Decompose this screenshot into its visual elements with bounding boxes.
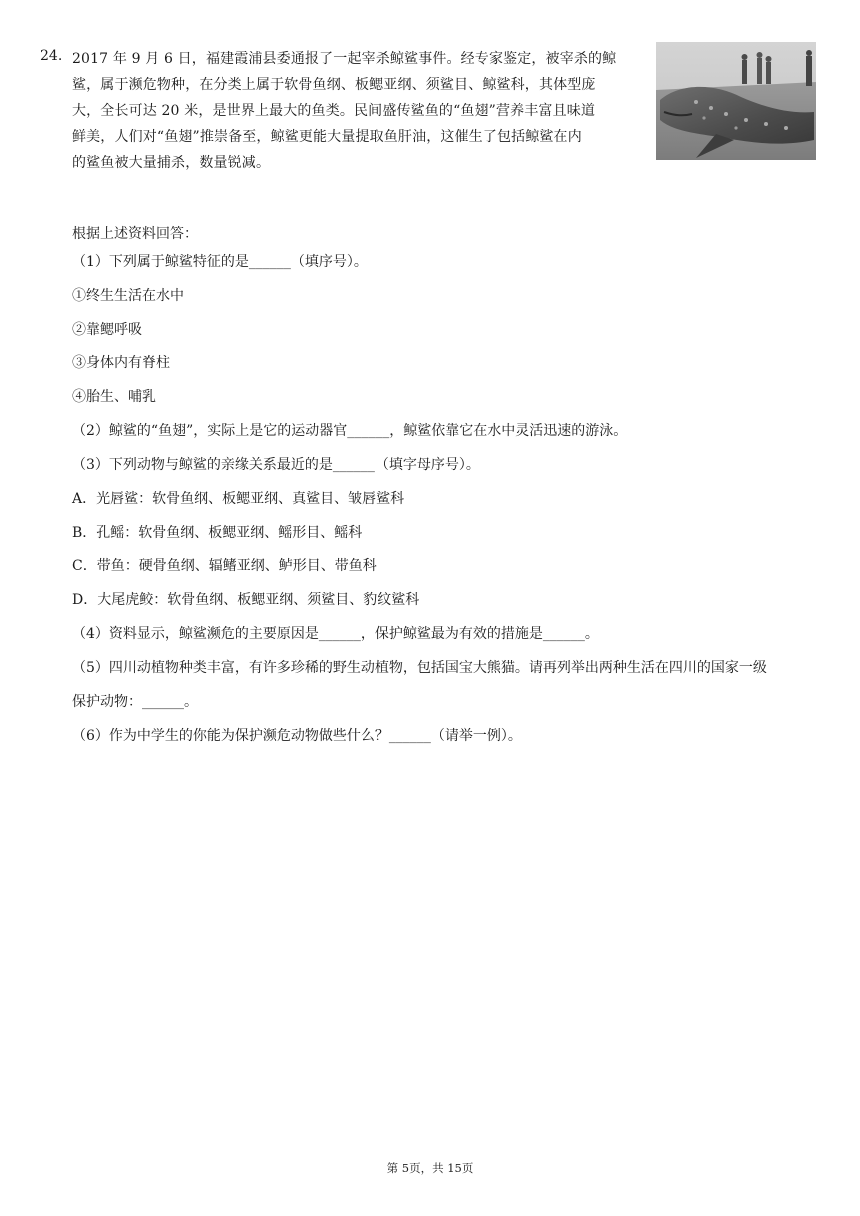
sub-question-1: （1）下列属于鲸鲨特征的是______（填序号）。	[72, 254, 368, 270]
question-number: 24.	[40, 48, 63, 64]
sub-question-6: （6）作为中学生的你能为保护濒危动物做些什么？______（请举一例）。	[72, 728, 522, 744]
option-b: B．孔鳐：软骨鱼纲、板鳃亚纲、鳐形目、鳐科	[72, 525, 363, 541]
option-d: D．大尾虎鲛：软骨鱼纲、板鳃亚纲、须鲨目、豹纹鲨科	[72, 592, 420, 608]
passage-line: 的鲨鱼被大量捕杀，数量锐减。	[72, 155, 271, 171]
option-1: ①终生生活在水中	[72, 288, 184, 304]
passage-line: 鲨，属于濒危物种，在分类上属于软骨鱼纲、板鳃亚纲、须鲨目、鲸鲨科，其体型庞	[72, 77, 596, 93]
option-a: A．光唇鲨：软骨鱼纲、板鳃亚纲、真鲨目、皱唇鲨科	[72, 491, 405, 507]
sub-question-2: （2）鲸鲨的“鱼翅”，实际上是它的运动器官______，鲸鲨依靠它在水中灵活迅速的游泳。	[72, 423, 628, 439]
passage-line: 鲜美，人们对“鱼翅”推崇备至，鲸鲨更能大量提取鱼肝油，这催生了包括鲸鲨在内	[72, 129, 582, 145]
option-3: ③身体内有脊柱	[72, 355, 170, 371]
passage-line: 大，全长可达 20 米，是世界上最大的鱼类。民间盛传鲨鱼的“鱼翅”营养丰富且味道	[72, 103, 596, 119]
page-footer: 第 5页，共 15页	[386, 1161, 474, 1175]
sub-question-5-line-1: （5）四川动植物种类丰富，有许多珍稀的野生动植物，包括国宝大熊猫。请再列举出两种生活在四川的国家一级	[72, 660, 767, 676]
sub-question-3: （3）下列动物与鲸鲨的亲缘关系最近的是______（填字母序号）。	[72, 457, 480, 473]
option-c: C．带鱼：硬骨鱼纲、辐鳍亚纲、鲈形目、带鱼科	[72, 558, 377, 574]
question-passage	[72, 46, 644, 176]
passage-line: 2017 年 9 月 6 日，福建霞浦县委通报了一起宰杀鲸鲨事件。经专家鉴定，被宰杀的鲸	[72, 51, 617, 67]
sub-question-5-line-2: 保护动物：______。	[72, 694, 198, 710]
whale-shark-photo	[656, 42, 816, 160]
instruction-text: 根据上述资料回答：	[72, 226, 198, 242]
option-2: ②靠鳃呼吸	[72, 322, 142, 338]
sub-question-4: （4）资料显示，鲸鲨濒危的主要原因是______，保护鲸鲨最为有效的措施是______。	[72, 626, 599, 642]
option-4: ④胎生、哺乳	[72, 389, 156, 405]
